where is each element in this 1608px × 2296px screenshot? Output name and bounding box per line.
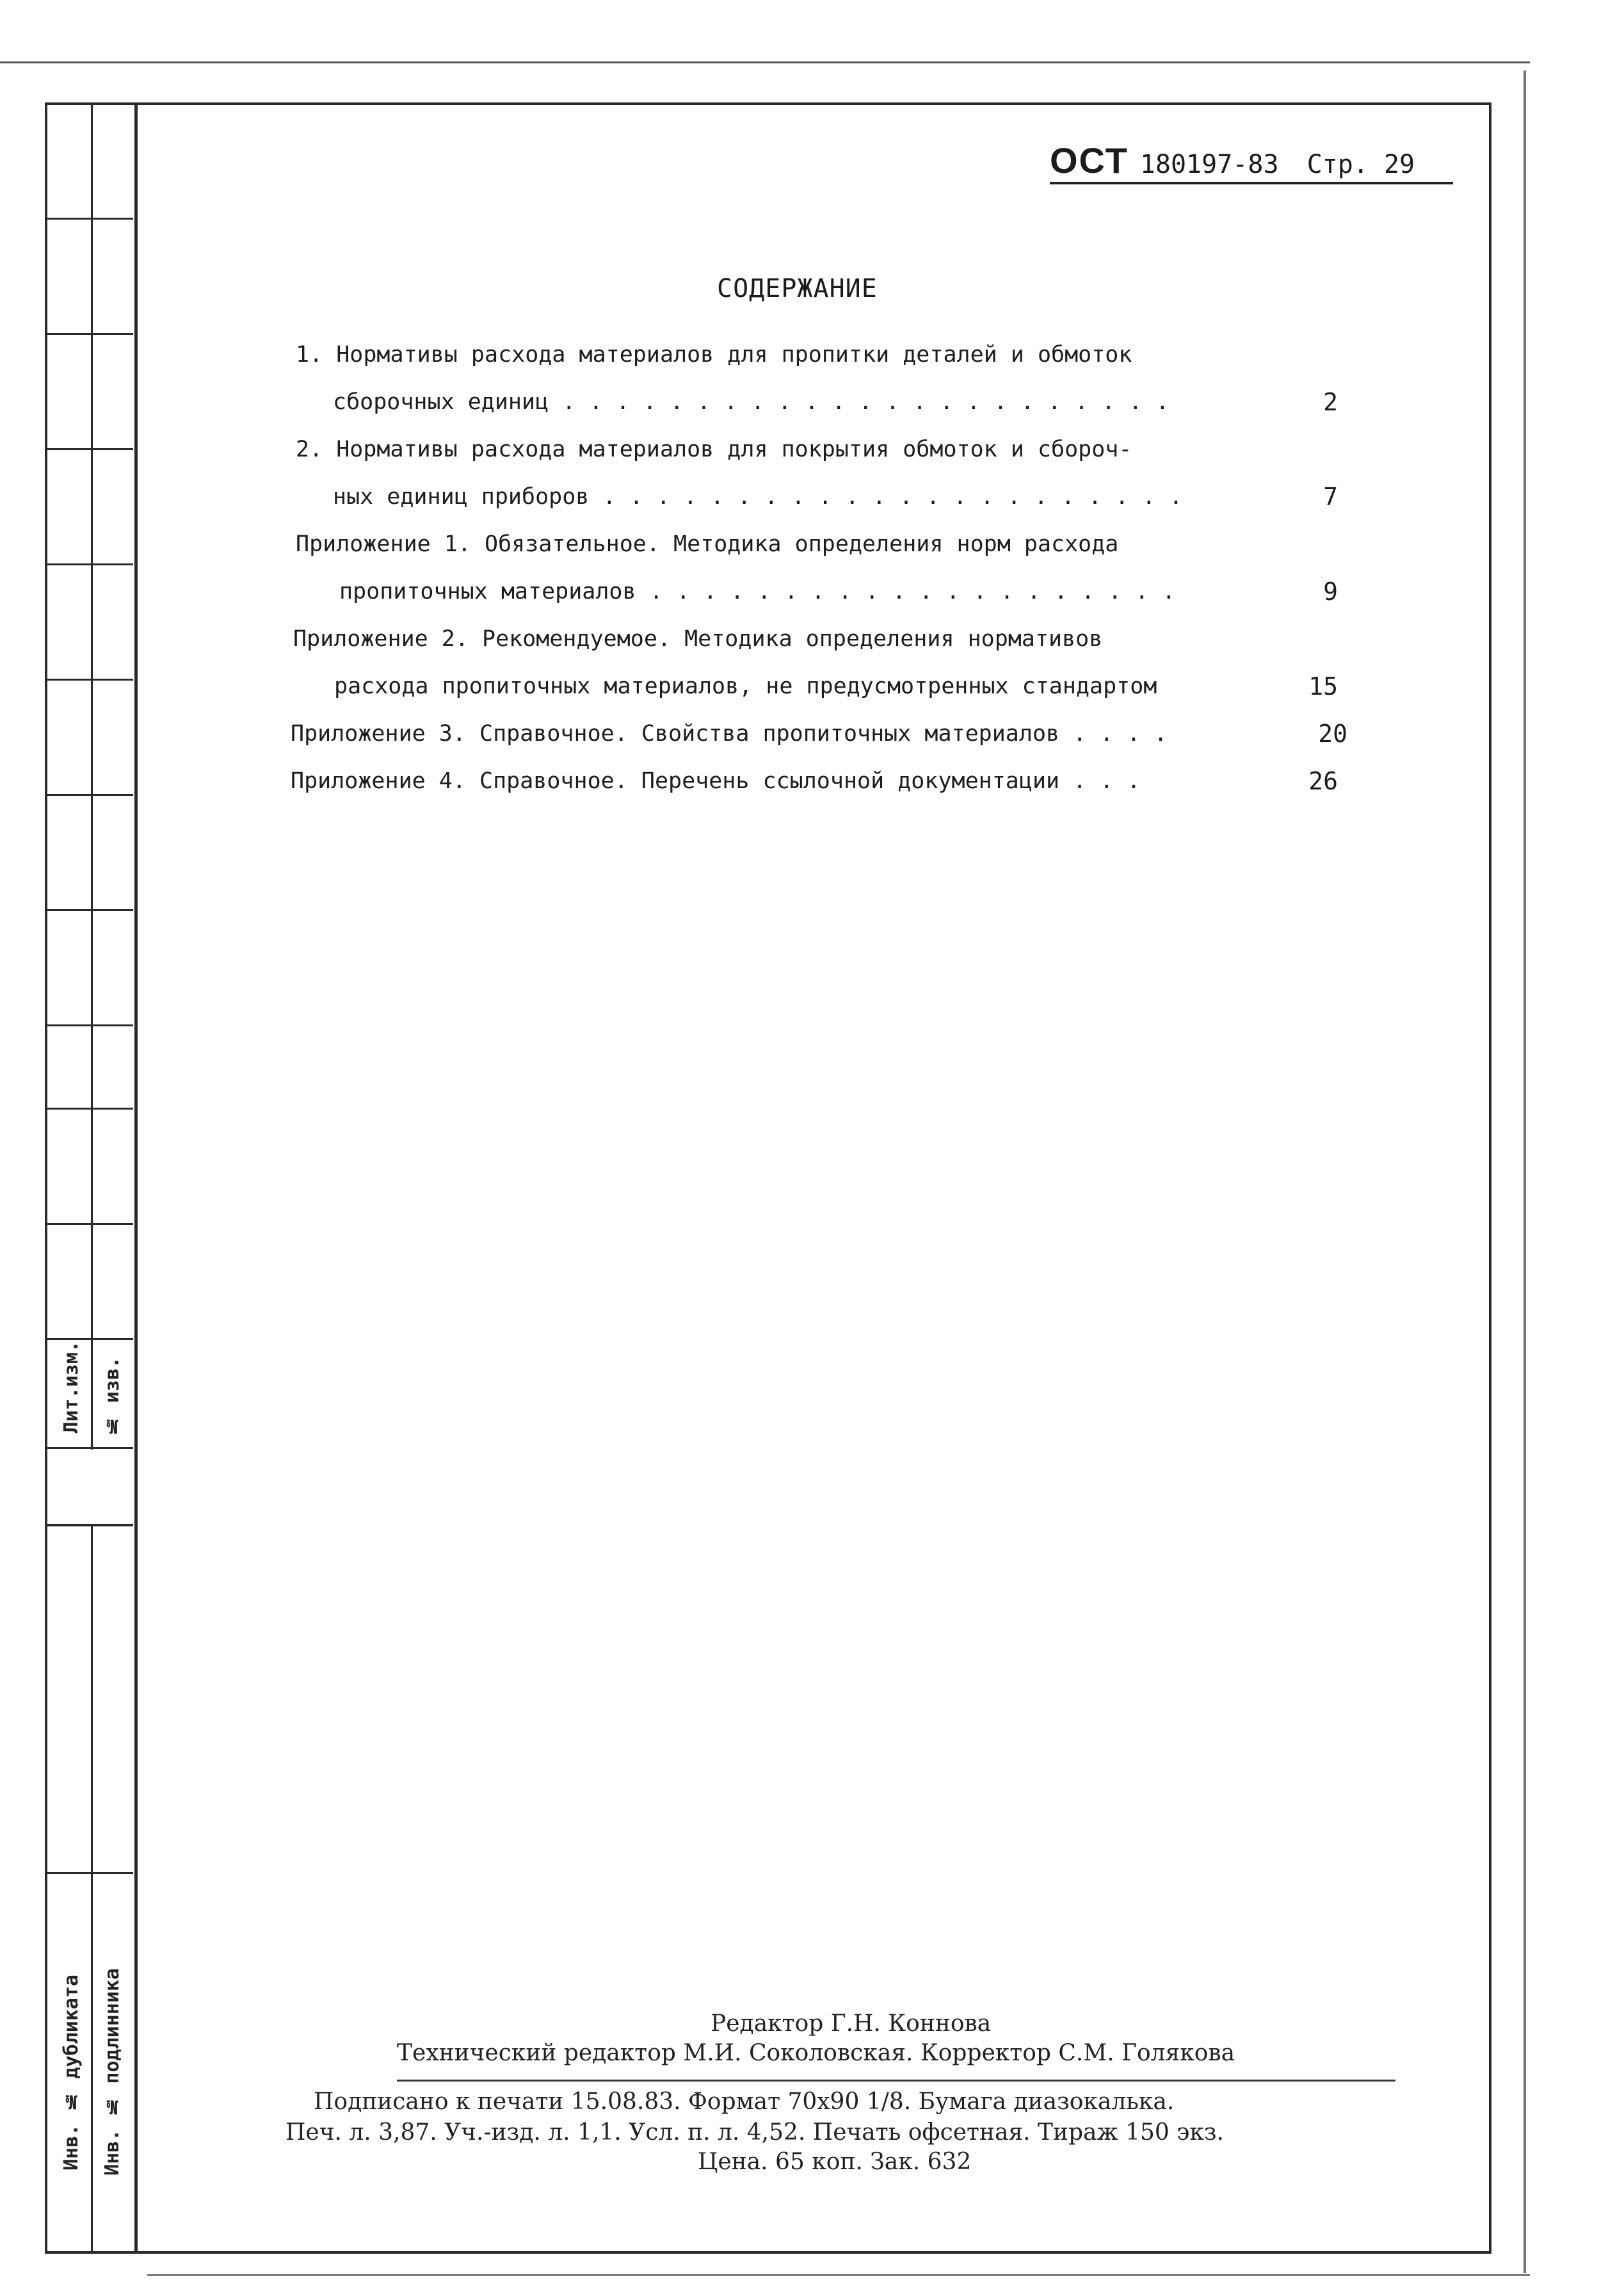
- stamp-row-line: [47, 1024, 133, 1026]
- page-edge-right: [1524, 70, 1526, 2273]
- imprint-editor: Редактор Г.Н. Коннова: [711, 2010, 992, 2037]
- inv-podlinnika-label: Инв. № подлинника: [101, 1968, 124, 2176]
- toc-entry-6-line1: Приложение 4. Справочное. Перечень ссылочной документации . . .: [291, 768, 1141, 794]
- toc-entry-3-line1: Приложение 1. Обязательное. Методика определения норм расхода: [296, 531, 1119, 557]
- document-header: [1050, 140, 1415, 181]
- toc-entry-6-page: 26: [1308, 767, 1338, 795]
- page-edge-bottom: [147, 2274, 1530, 2276]
- imprint-rule: [397, 2080, 1395, 2082]
- header-underline: [1050, 182, 1453, 184]
- stamp-divider: [91, 105, 93, 1450]
- stamp-row-line: [47, 1338, 133, 1340]
- stamp-row-line: [47, 218, 133, 220]
- toc-entry-1-page: 2: [1323, 388, 1338, 416]
- stamp-row-line: [47, 1223, 133, 1225]
- inv-dublikata-label: Инв. № дубликата: [60, 1975, 83, 2171]
- stamp-row-line: [47, 909, 133, 911]
- inner-frame: [134, 104, 1491, 2254]
- toc-entry-2-page: 7: [1323, 483, 1338, 511]
- toc-entry-1-line2: сборочных единиц . . . . . . . . . . . . . . . . . . . . . . .: [333, 389, 1170, 415]
- toc-entry-5-line1: Приложение 3. Справочное. Свойства пропиточных материалов . . . .: [291, 721, 1168, 747]
- stamp-row-line: [47, 1447, 133, 1449]
- imprint-sheets: Печ. л. 3,87. Уч.-изд. л. 1,1. Усл. п. л. 4,52. Печать офсетная. Тираж 150 экз.: [285, 2119, 1224, 2146]
- ost-number: 180197-83: [1139, 150, 1279, 179]
- side-stamp-lower: [47, 1524, 133, 2251]
- stamp-row-line: [47, 1108, 133, 1110]
- toc-entry-2-line2: ных единиц приборов . . . . . . . . . . . . . . . . . . . . . .: [333, 484, 1183, 510]
- imprint-signed: Подписано к печати 15.08.83. Формат 70x90 1/8. Бумага диазокалька.: [314, 2089, 1175, 2115]
- top-scan-rule: [0, 61, 1530, 63]
- toc-entry-5-page: 20: [1318, 720, 1347, 748]
- ost-label: ОСТ: [1050, 140, 1129, 181]
- imprint-price: Цена. 65 коп. Зак. 632: [698, 2149, 972, 2175]
- stamp-row-line: [47, 679, 133, 681]
- toc-entry-3-page: 9: [1323, 578, 1338, 606]
- stamp-row-line: [47, 1872, 133, 1874]
- stamp-divider: [91, 1526, 93, 2251]
- imprint-tech-editor: Технический редактор М.И. Соколовская. Корректор С.М. Голякова: [397, 2040, 1235, 2066]
- side-stamp-upper: [47, 105, 133, 1450]
- toc-entry-3-line2: пропиточных материалов . . . . . . . . . . . . . . . . . . . .: [339, 579, 1176, 604]
- lit-izm-label: Лит.изм.: [60, 1341, 83, 1434]
- toc-entry-4-line1: Приложение 2. Рекомендуемое. Методика определения нормативов: [293, 626, 1103, 652]
- toc-entry-4-line2: расхода пропиточных материалов, не предусмотренных стандартом: [334, 674, 1157, 699]
- no-izv-label: № изв.: [101, 1357, 124, 1437]
- toc-entry-4-page: 15: [1308, 672, 1338, 700]
- stamp-row-line: [47, 448, 133, 450]
- stamp-row-line: [47, 333, 133, 335]
- stamp-row-line: [47, 563, 133, 565]
- stamp-row-line: [47, 794, 133, 796]
- toc-entry-2-line1: 2. Нормативы расхода материалов для покрытия обмоток и сбороч-: [296, 437, 1132, 462]
- toc-entry-1-line1: 1. Нормативы расхода материалов для пропитки деталей и обмоток: [296, 342, 1132, 368]
- page-number: Стр. 29: [1306, 150, 1415, 179]
- toc-title: СОДЕРЖАНИЕ: [717, 274, 878, 303]
